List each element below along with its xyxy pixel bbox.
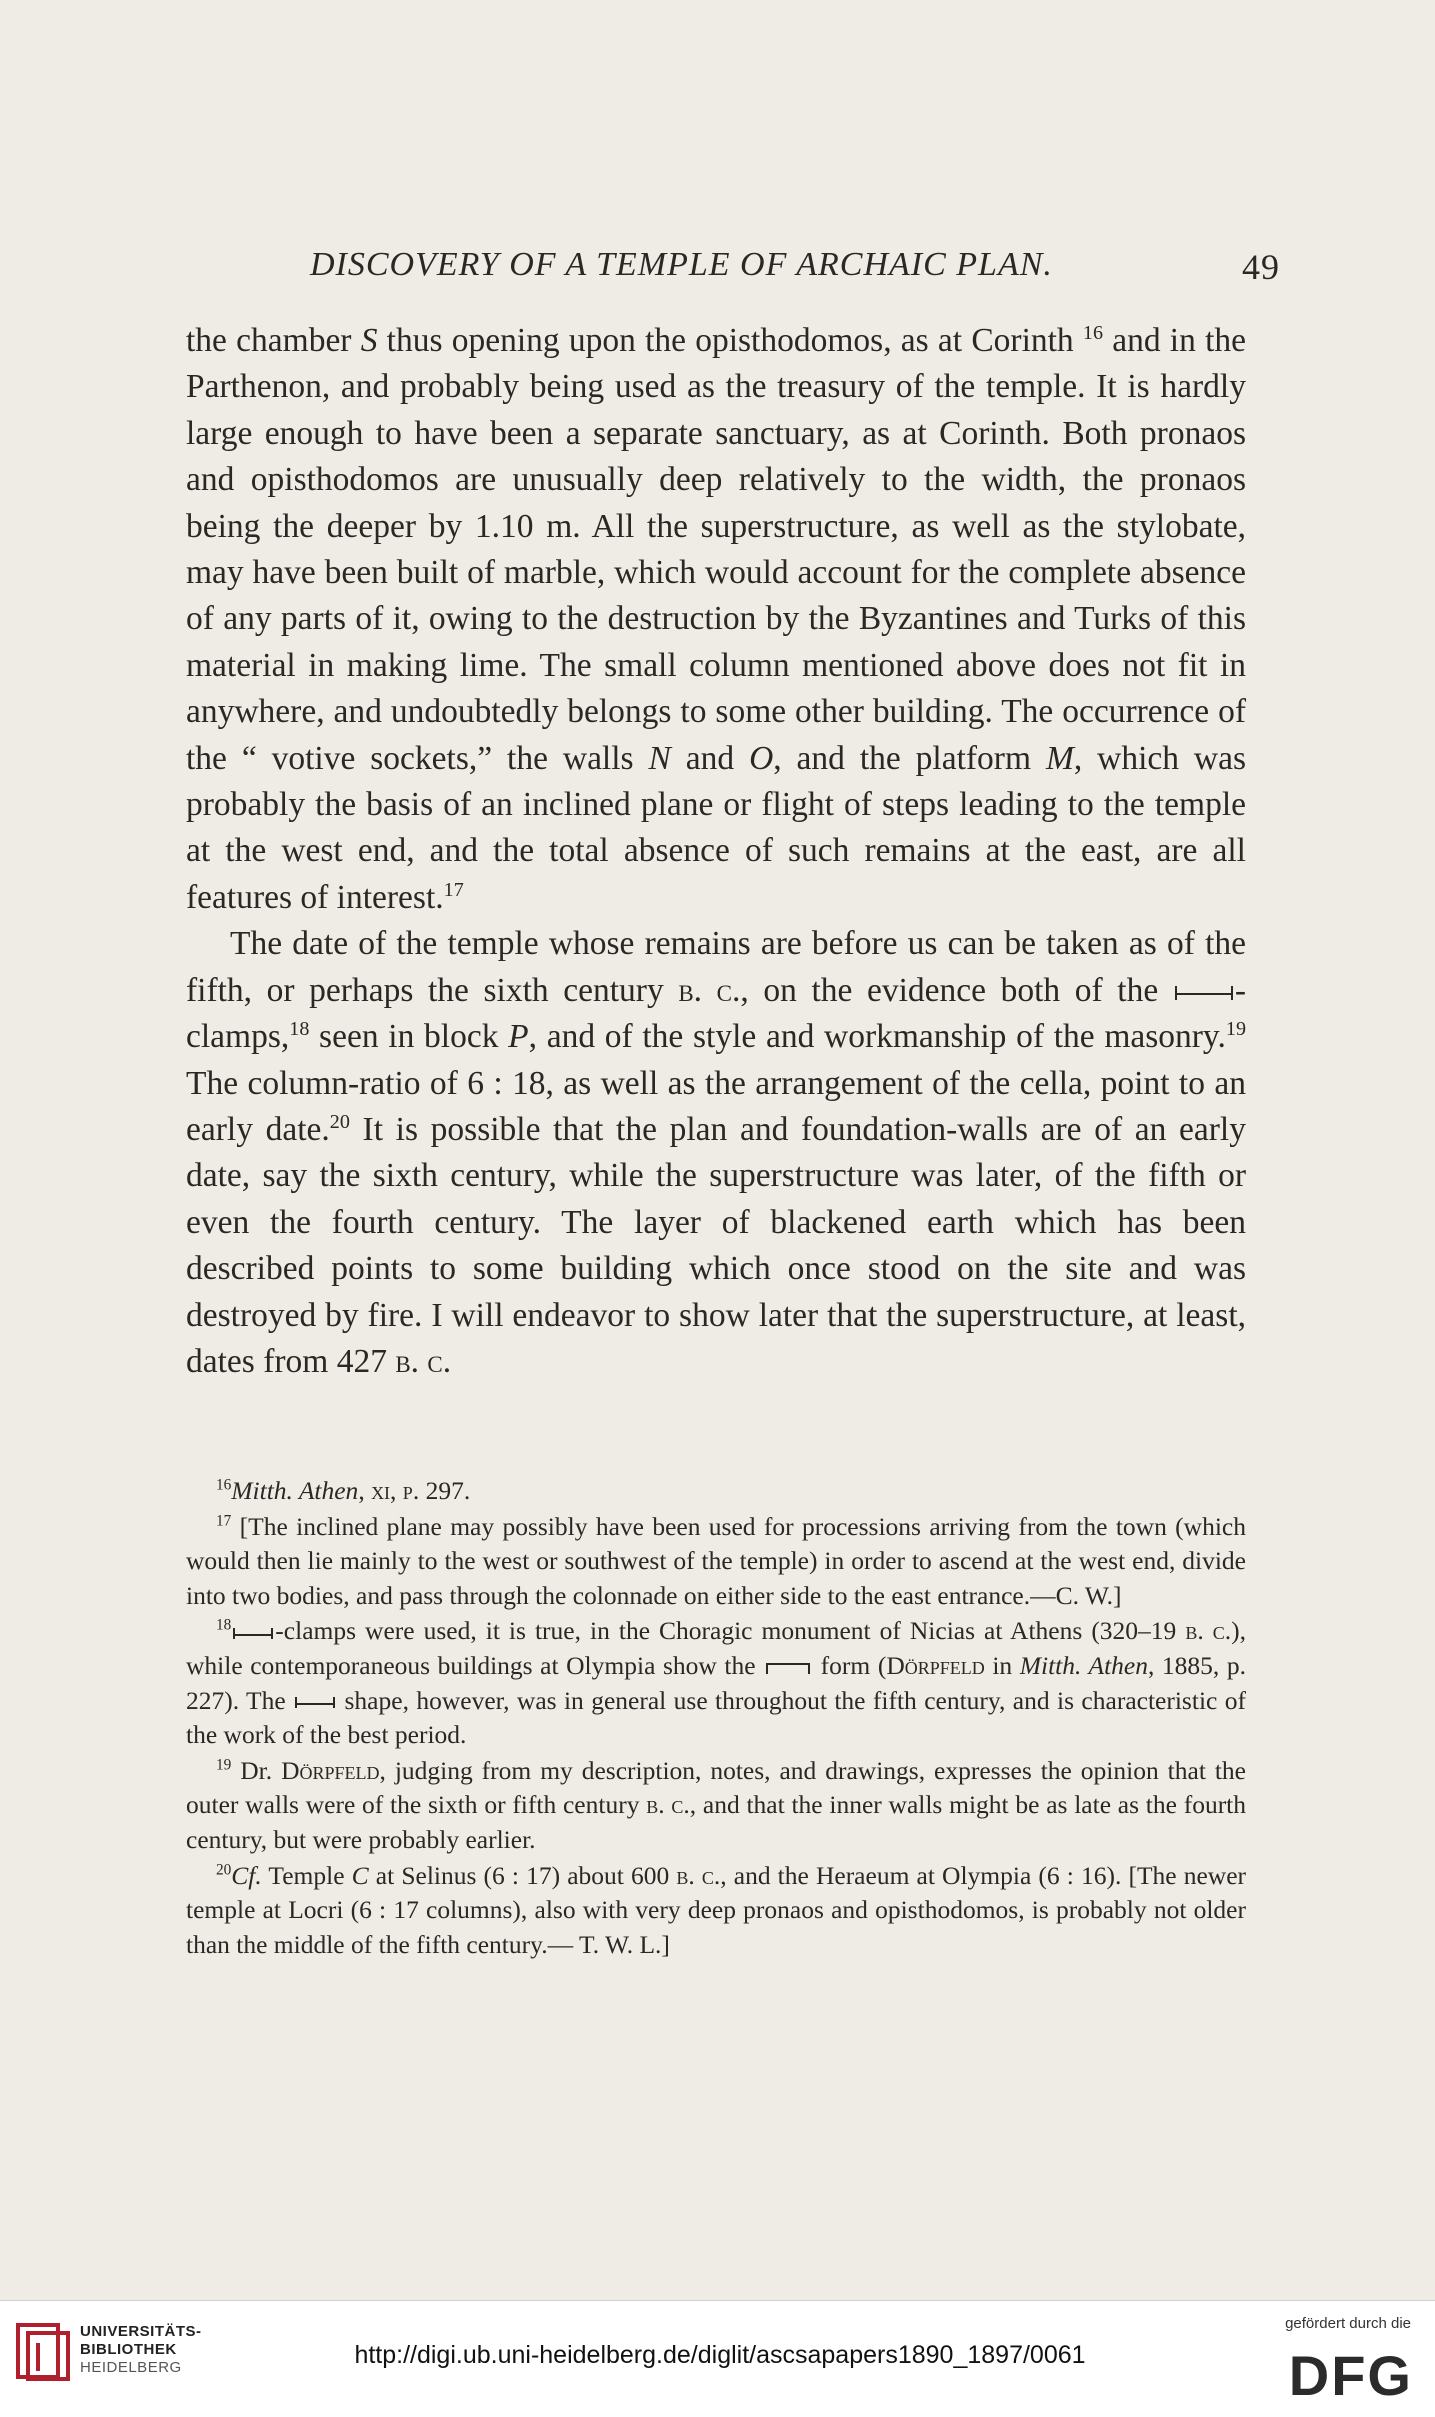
block-label-p: P [508, 1018, 529, 1056]
footnote-19 [186, 1754, 1246, 1858]
library-line-1: UNIVERSITÄTS- [80, 2323, 202, 2340]
text-run: -clamps, [186, 971, 1246, 1056]
text-run: The column-ratio of 6 : 18, as well as the arrangement of the cella, point to an early date. [186, 1064, 1246, 1148]
library-logo-icon [14, 2319, 72, 2383]
running-head [310, 246, 1280, 288]
footnote-number: 17 [216, 1512, 232, 1530]
footnote-number: 19 [216, 1756, 232, 1774]
wall-label-o: O [749, 739, 774, 777]
text-run: , and the Heraeum at Olympia (6 : 16). [The newer temple at Locri (6 : 17 columns), also with very deep pronaos and opisthodomos, is probably not older than the middle of the fifth century.— T. W. L.] [186, 1860, 1247, 1959]
footnote-17 [186, 1510, 1246, 1614]
footnote-number: 18 [216, 1616, 232, 1634]
footnote-16 [186, 1474, 1246, 1509]
text-run: Temple [261, 1860, 352, 1890]
text-run: and in the Parthenon, and probably being used as the treasury of the temple. It is hardly large enough to have been a separate sanctuary, as at Corinth. Both pronaos and opisthodomos are unusually deep relatively to the width, the pronaos being the deeper by 1.10 m. All the superstructure, as well as the stylobate, may have been built of marble, which would account for the complete absence of any parts of it, owing to the destruction by the Byzantines and Turks of this material in making lime. The small column mentioned above does not fit in anywhere, and undoubtedly belongs to some other building. The occurrence of the “ votive sockets,” the walls [186, 322, 1247, 777]
text-run: the chamber [186, 322, 361, 359]
text-run: The date of the temple whose remains are before us can be taken as of the fifth, or perhaps the sixth century [186, 925, 1246, 1009]
text-run: Dr. [231, 1755, 282, 1785]
funding-label: gefördert durch die [1285, 2315, 1411, 2332]
text-run: -clamps were used, it is true, in the Choragic monument of Nicias at Athens (320–19 [275, 1616, 1186, 1646]
paragraph-1 [186, 318, 1246, 921]
footnote-ref-16[interactable]: 16 [1082, 321, 1103, 344]
text-run: and [670, 739, 750, 777]
footnote-20 [186, 1859, 1246, 1963]
era-abbrev: b. c. [676, 1860, 721, 1890]
library-name [80, 2323, 202, 2377]
text-run: , and the platform [773, 739, 1046, 777]
footnote-ref-17[interactable]: 17 [443, 878, 464, 901]
text-run: in [984, 1650, 1020, 1680]
temple-label-c: C [351, 1860, 369, 1890]
text-run: , on the evidence both of the [740, 971, 1173, 1009]
body-text [186, 318, 1246, 1385]
author-name: Dörpfeld [886, 1650, 985, 1680]
text-run: thus opening upon the opisthodomos, as at Corinth [377, 322, 1083, 359]
double-t-clamp-symbol [1175, 986, 1233, 1000]
text-run: , and of the style and workmanship of the masonry. [528, 1018, 1226, 1056]
permalink-url[interactable]: http://digi.ub.uni-heidelberg.de/diglit/ascsapapers1890_1897/0061 [354, 2341, 1086, 2369]
citation-title: Mitth. Athen [231, 1476, 359, 1505]
text-run: , which was probably the basis of an inclined plane or flight of steps leading to the temple at the west end, and the total absence of such remains at the east, are all features of interest. [186, 739, 1247, 916]
text-run: , and that the inner walls might be as late as the fourth century, but were probably earlier. [186, 1790, 1247, 1854]
author-name: Dörpfeld [281, 1755, 380, 1785]
text-run: ), while contemporaneous buildings at Olympia show the [186, 1616, 1247, 1680]
era-abbrev: b. c. [646, 1790, 690, 1820]
text-run: It is possible that the plan and foundation-walls are of an early date, say the sixth century, while the superstructure was later, of the fifth or even the fourth century. The layer of blackened earth which has been described points to some building which once stood on the site and was destroyed by fire. I will endeavor to show later that the superstructure, at least, dates from 427 [186, 1110, 1246, 1380]
double-t-clamp-symbol [233, 1628, 273, 1639]
footnote-ref-19[interactable]: 19 [1225, 1017, 1246, 1040]
text-run: , judging from my description, notes, and drawings, expresses the opinion that the outer walls were of the sixth or fifth century [186, 1755, 1247, 1820]
hook-clamp-symbol [766, 1663, 810, 1674]
running-title: DISCOVERY OF A TEMPLE OF ARCHAIC PLAN. [310, 246, 1053, 283]
era-abbrev: b. c. [678, 971, 741, 1009]
page-number: 49 [1242, 247, 1280, 287]
double-t-clamp-symbol [295, 1697, 335, 1708]
text-run: , 1885, p. 227). The [186, 1650, 1247, 1715]
citation-title: Mitth. Athen [1019, 1650, 1148, 1680]
footnote-ref-20[interactable]: 20 [329, 1110, 350, 1133]
footnote-18 [186, 1614, 1246, 1752]
text-run: , xi, p. 297. [358, 1476, 471, 1505]
text-run: at Selinus (6 : 17) about 600 [368, 1860, 677, 1890]
footnote-ref-18[interactable]: 18 [289, 1017, 310, 1040]
library-line-3: HEIDELBERG [80, 2359, 182, 2376]
era-abbrev: b. c. [395, 1342, 452, 1380]
text-run: shape, however, was in general use throughout the fifth century, and is characteristic of the work of the best period. [186, 1685, 1246, 1750]
dfg-logo: DFG [1288, 2344, 1413, 2407]
wall-label-n: N [648, 739, 671, 777]
text-run: form ( [813, 1650, 887, 1680]
digitization-footer [0, 2300, 1435, 2417]
library-line-2: BIBLIOTHEK [80, 2341, 177, 2358]
platform-label-m: M [1045, 739, 1074, 777]
text-run: [The inclined plane may possibly have been used for processions arriving from the town (which would then lie mainly to the west or southwest of the temple) in order to ascend at the west end, divide into two bodies, and pass through the colonnade on either side to the east entrance.—C. W.] [186, 1511, 1246, 1610]
footnote-number: 20 [216, 1861, 232, 1879]
text-run: seen in block [309, 1018, 509, 1056]
paragraph-2 [186, 921, 1246, 1385]
cf-abbrev: Cf. [231, 1860, 262, 1890]
footnote-number: 16 [216, 1476, 232, 1494]
chamber-label: S [360, 322, 378, 359]
era-abbrev: b. c. [1185, 1616, 1232, 1646]
footnotes [186, 1474, 1246, 1962]
